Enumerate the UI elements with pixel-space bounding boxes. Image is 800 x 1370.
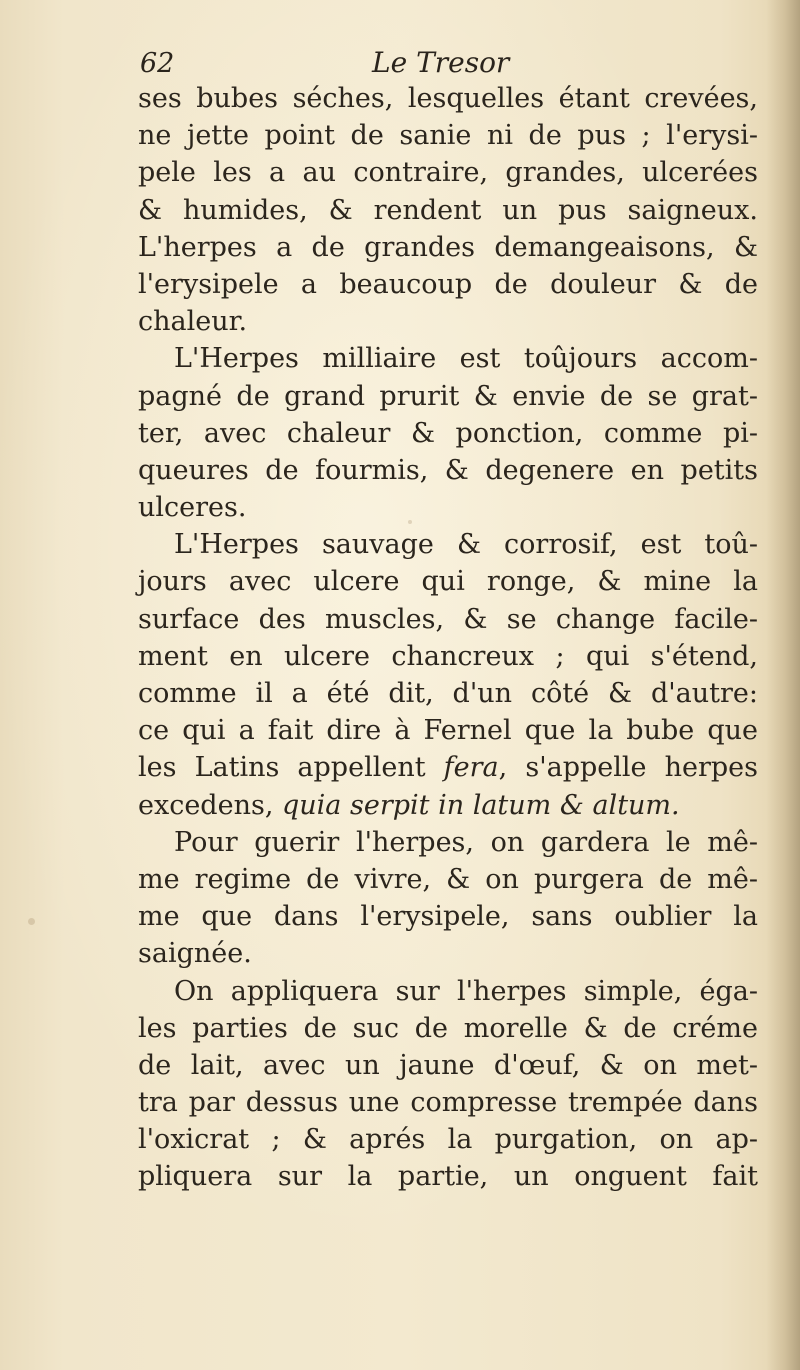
running-title: Le Tresor bbox=[372, 46, 510, 79]
text-line-content: L'Herpes milliaire est toûjours accom- bbox=[174, 343, 758, 375]
text-line-content: l'oxicrat ; & aprés la purgation, on ap- bbox=[138, 1124, 758, 1156]
text-line bbox=[138, 935, 758, 972]
text-line-content: l'erysipele a beaucoup de douleur & de bbox=[138, 268, 758, 300]
text-line bbox=[138, 1158, 758, 1195]
text-line-content: On appliquera sur l'herpes simple, éga- bbox=[174, 975, 758, 1007]
italic-phrase: fera bbox=[443, 752, 499, 784]
text-line-content: comme il a été dit, d'un côté & d'autre: bbox=[138, 678, 758, 709]
text-line-tail: , s'appelle herpes bbox=[498, 752, 758, 784]
text-line bbox=[138, 340, 758, 377]
text-line bbox=[138, 192, 758, 229]
text-line-content: ses bubes séches, lesquelles étant crevées, bbox=[138, 83, 758, 114]
text-line bbox=[138, 824, 758, 861]
text-line bbox=[138, 489, 758, 526]
text-line-content: me que dans l'erysipele, sans oublier la bbox=[138, 901, 758, 933]
text-line-content: pliquera sur la partie, un onguent fait bbox=[138, 1161, 758, 1193]
text-line bbox=[138, 787, 758, 824]
text-line bbox=[138, 452, 758, 489]
text-line bbox=[138, 563, 758, 600]
text-line bbox=[138, 675, 758, 712]
text-line bbox=[138, 378, 758, 415]
text-line-content: chaleur. bbox=[138, 306, 248, 338]
text-line-content: jours avec ulcere qui ronge, & mine la bbox=[138, 566, 758, 598]
text-line bbox=[138, 303, 758, 340]
text-line-content: pele les a au contraire, grandes, ulcerées bbox=[138, 157, 758, 189]
text-line-content: ne jette point de sanie ni de pus ; l'erysi- bbox=[138, 120, 758, 152]
text-line bbox=[138, 1010, 758, 1047]
text-line bbox=[138, 601, 758, 638]
text-line-content: saignée. bbox=[138, 938, 252, 970]
text-line-content: L'herpes a de grandes demangeaisons, & bbox=[138, 231, 758, 263]
text-line-content: ter, avec chaleur & ponction, comme pi- bbox=[138, 417, 758, 449]
text-line-content: les Latins appellent bbox=[138, 752, 426, 784]
text-line bbox=[138, 712, 758, 749]
text-line bbox=[138, 898, 758, 935]
body-text bbox=[138, 80, 758, 1196]
text-line-content: ce qui a fait dire à Fernel que la bube que bbox=[138, 715, 758, 747]
text-line-content: & humides, & rendent un pus saigneux. bbox=[138, 194, 758, 226]
text-line bbox=[138, 526, 758, 563]
text-line bbox=[138, 1084, 758, 1121]
text-line-content: excedens, bbox=[138, 789, 274, 821]
text-line-content: pagné de grand prurit & envie de se grat- bbox=[138, 380, 758, 412]
text-line-content: Pour guerir l'herpes, on gardera le mê- bbox=[174, 826, 758, 858]
text-line-content: tra par dessus une compresse trempée dans bbox=[138, 1087, 758, 1119]
paper-stain bbox=[28, 918, 35, 925]
text-line bbox=[138, 117, 758, 154]
text-line bbox=[138, 1047, 758, 1084]
text-line bbox=[138, 861, 758, 898]
text-line bbox=[138, 415, 758, 452]
text-line-content: les parties de suc de morelle & de créme bbox=[138, 1012, 758, 1044]
page-gutter-shadow bbox=[766, 0, 800, 1370]
text-line bbox=[138, 80, 758, 117]
text-line-content: me regime de vivre, & on purgera de mê- bbox=[138, 863, 758, 895]
text-line bbox=[138, 638, 758, 675]
text-line bbox=[138, 973, 758, 1010]
text-line bbox=[138, 749, 758, 786]
text-line-content: ulceres. bbox=[138, 492, 247, 524]
text-line bbox=[138, 266, 758, 303]
text-line bbox=[138, 154, 758, 191]
text-line bbox=[138, 1121, 758, 1158]
page-number: 62 bbox=[140, 48, 175, 79]
text-line-content: de lait, avec un jaune d'œuf, & on met- bbox=[138, 1049, 758, 1081]
text-line-content: queures de fourmis, & degenere en petits bbox=[138, 454, 758, 486]
text-line-content: ment en ulcere chancreux ; qui s'étend, bbox=[138, 640, 758, 672]
text-line-content: surface des muscles, & se change facile- bbox=[138, 603, 758, 635]
text-line bbox=[138, 229, 758, 266]
text-line-content: L'Herpes sauvage & corrosif, est toû- bbox=[174, 529, 758, 561]
italic-phrase: quia serpit in latum & altum. bbox=[282, 789, 680, 821]
